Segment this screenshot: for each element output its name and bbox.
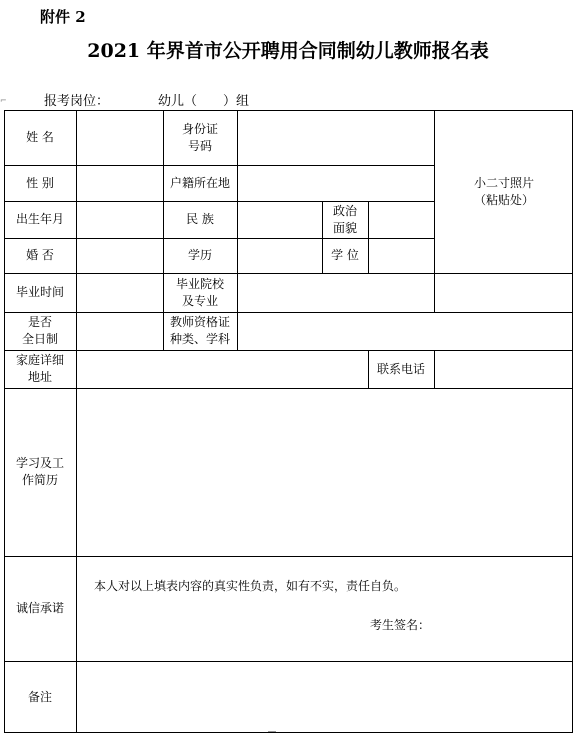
remarks-field[interactable]	[77, 662, 573, 733]
remarks-label: 备注	[27, 689, 52, 704]
post-label: 报考岗位：	[44, 94, 110, 109]
resume-label: 学习及工 作简历	[15, 456, 64, 487]
education-field[interactable]	[238, 239, 322, 273]
fulltime-label: 是否 全日制	[21, 315, 58, 346]
phone-field[interactable]	[435, 351, 573, 388]
annex-label: 附件 2	[40, 8, 86, 26]
fulltime-field[interactable]	[77, 313, 163, 350]
photo-area[interactable]: 小二寸照片 （粘贴处）	[473, 175, 534, 207]
corner-mark-icon: ⌐	[0, 96, 7, 105]
household-field[interactable]	[238, 166, 434, 201]
school-major-field[interactable]	[238, 274, 573, 312]
birth-label: 出生年月	[15, 212, 64, 226]
political-label: 政治 面貌	[332, 203, 357, 235]
marital-field[interactable]	[77, 239, 163, 273]
table-rule	[4, 556, 573, 557]
degree-label: 学 位	[331, 248, 359, 262]
name-label: 姓 名	[26, 130, 54, 144]
degree-field[interactable]	[369, 239, 434, 273]
marital-label: 婚 否	[26, 248, 54, 262]
political-field[interactable]	[369, 202, 434, 238]
signature-label: 考生签名：	[370, 618, 431, 632]
gender-label: 性 别	[26, 175, 54, 190]
address-label: 家庭详细 地址	[15, 353, 64, 384]
name-field[interactable]	[77, 111, 163, 165]
ethnicity-field[interactable]	[238, 202, 322, 238]
page-mark	[268, 731, 276, 732]
grad-time-field[interactable]	[77, 274, 163, 312]
address-field[interactable]	[77, 351, 368, 388]
cert-label: 教师资格证 种类、学科	[169, 315, 230, 346]
school-major-label: 毕业院校 及专业	[175, 276, 224, 308]
education-label: 学历	[187, 248, 212, 262]
gender-field[interactable]	[77, 166, 163, 201]
form-title: 2021 年界首市公开聘用合同制幼儿教师报名表	[87, 40, 489, 62]
resume-field[interactable]	[77, 389, 573, 556]
promise-text: 本人对以上填表内容的真实性负责，如有不实，责任自负。	[94, 579, 407, 593]
household-label: 户籍所在地	[169, 175, 230, 190]
id-number-field[interactable]	[238, 111, 434, 165]
cert-field[interactable]	[238, 313, 573, 350]
birth-field[interactable]	[77, 202, 163, 238]
id-number-label: 身份证 号码	[181, 121, 218, 153]
integrity-label: 诚信承诺	[15, 601, 64, 615]
grad-time-label: 毕业时间	[15, 285, 64, 299]
post-value[interactable]: 幼儿（ ）组	[158, 94, 250, 109]
ethnicity-label: 民 族	[186, 212, 214, 226]
phone-label: 联系电话	[376, 361, 425, 376]
